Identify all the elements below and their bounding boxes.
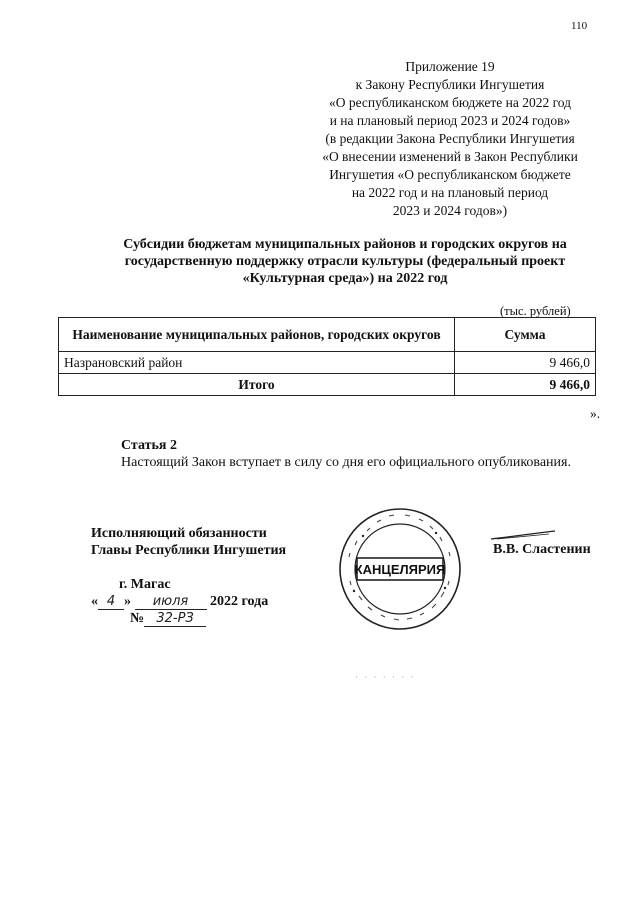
place-of-signing: г. Магас	[119, 577, 171, 592]
signatory-title-line: Исполняющий обязанности	[91, 526, 267, 541]
date-open-quote: «	[91, 594, 98, 609]
date-close-quote: »	[124, 594, 131, 609]
stamp-text: КАНЦЕЛЯРИЯ	[354, 562, 446, 577]
table-header-row	[59, 318, 596, 352]
article-heading: Статья 2	[121, 438, 177, 453]
total-amount-cell: 9 466,0	[455, 374, 596, 396]
date-month: июля	[135, 594, 207, 610]
total-label-cell: Итого	[59, 374, 455, 396]
signature-mark	[489, 528, 559, 542]
appendix-line: Ингушетия «О республиканском бюджете	[329, 167, 571, 182]
table-row	[59, 352, 596, 374]
law-number	[130, 611, 206, 627]
signatory-name: В.В. Сластенин	[493, 542, 591, 557]
column-header-amount: Сумма	[455, 318, 596, 352]
appendix-line: 2023 и 2024 годов»)	[392, 203, 508, 218]
appendix-line: на 2022 год и на плановый период	[351, 185, 549, 200]
scan-marks: · · · · · · ·	[355, 672, 416, 682]
appendix-line: и на плановый период 2023 и 2024 годов»	[329, 113, 571, 128]
page-number: 110	[571, 20, 588, 32]
subsidy-table	[58, 317, 596, 396]
appendix-line: «О республиканском бюджете на 2022 год	[328, 95, 572, 110]
appendix-header	[272, 58, 628, 220]
number-prefix: №	[130, 611, 145, 626]
signatory-title-line: Главы Республики Ингушетия	[91, 543, 287, 558]
date-year: 2022 года	[210, 594, 269, 609]
appendix-line: Приложение 19	[405, 59, 495, 74]
appendix-line: (в редакции Закона Республики Ингушетия	[325, 131, 575, 146]
document-title: Субсидии бюджетам муниципальных районов и городских округов на государственную поддержку отрасли культуры (федеральный проект «Культурная среда») на 2022 год	[123, 237, 567, 286]
official-stamp	[337, 506, 463, 632]
total-row	[59, 374, 596, 396]
row-name-cell: Назрановский район	[59, 352, 455, 374]
row-amount-cell: 9 466,0	[455, 352, 596, 374]
appendix-line: к Закону Республики Ингушетия	[355, 77, 545, 92]
date-day: 4	[98, 594, 124, 610]
unit-label: (тыс. рублей)	[500, 304, 571, 318]
number-value: 32-РЗ	[144, 611, 206, 627]
closing-quote: ».	[590, 406, 601, 421]
appendix-line: «О внесении изменений в Закон Республики	[322, 149, 578, 164]
signatory-title	[91, 525, 286, 559]
column-header-name: Наименование муниципальных районов, городских округов	[59, 318, 455, 352]
signing-date	[91, 594, 268, 610]
article-text: Настоящий Закон вступает в силу со дня его официального опубликования.	[121, 455, 571, 470]
